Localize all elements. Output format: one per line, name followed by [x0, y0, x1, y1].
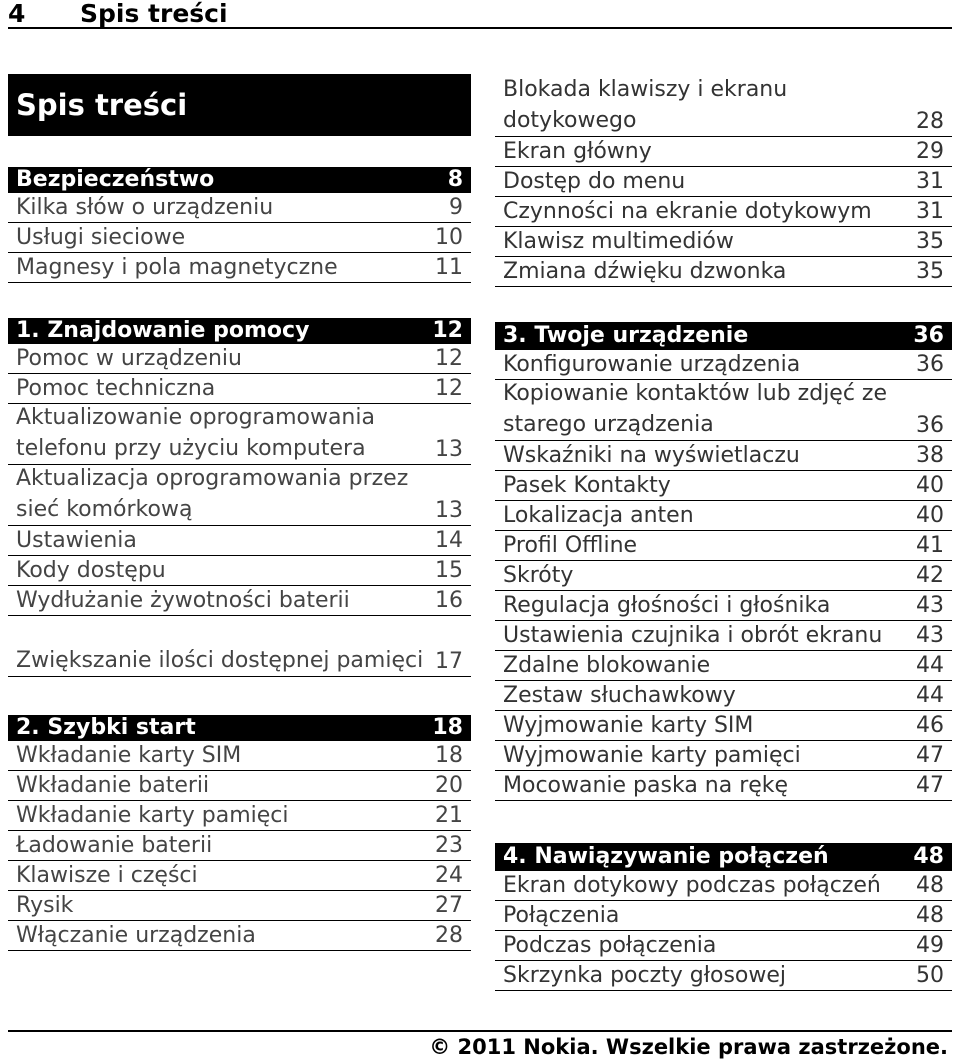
- toc-entry-title: Podczas połączenia: [503, 933, 717, 958]
- toc-entry[interactable]: [8, 193, 471, 223]
- toc-entry-title: Dostęp do menu: [503, 169, 686, 194]
- toc-page-number: 15: [435, 558, 463, 583]
- toc-entry[interactable]: [495, 350, 952, 380]
- toc-entry[interactable]: [8, 374, 471, 404]
- toc-page-number: 23: [435, 833, 463, 858]
- toc-page-number: 40: [916, 473, 944, 498]
- toc-entry-title: Ustawienia: [16, 528, 137, 553]
- toc-entry-title: Regulacja głośności i głośnika: [503, 593, 831, 618]
- toc-section-heading[interactable]: [495, 322, 952, 350]
- toc-page-number: 38: [916, 443, 944, 468]
- toc-section: [8, 318, 471, 677]
- toc-entry-title: Połączenia: [503, 903, 620, 928]
- page-header: [8, 0, 952, 29]
- toc-section-heading[interactable]: [8, 167, 471, 193]
- toc-entry-title: Kilka słów o urządzeniu: [16, 195, 274, 220]
- toc-page-number: 13: [435, 498, 463, 523]
- toc-entry-title: Wskaźniki na wyświetlaczu: [503, 443, 800, 468]
- toc-entry[interactable]: [495, 591, 952, 621]
- toc-section-heading[interactable]: [8, 715, 471, 741]
- toc-entry[interactable]: [8, 344, 471, 374]
- toc-entry[interactable]: [495, 227, 952, 257]
- toc-section-title: 1. Znajdowanie pomocy: [16, 318, 310, 343]
- toc-entry[interactable]: [8, 861, 471, 891]
- toc-page-number: 35: [916, 229, 944, 254]
- toc-entry[interactable]: [495, 771, 952, 801]
- toc-section-title: 4. Nawiązywanie połączeń: [503, 844, 829, 869]
- toc-entry[interactable]: [495, 711, 952, 741]
- toc-page-number: 12: [432, 318, 463, 343]
- toc-entry[interactable]: [495, 871, 952, 901]
- toc-page-number: 21: [435, 803, 463, 828]
- toc-entry-title: Ładowanie baterii: [16, 833, 213, 858]
- toc-entry[interactable]: [495, 741, 952, 771]
- toc-page-number: 48: [916, 903, 944, 928]
- toc-page-number: 12: [435, 376, 463, 401]
- toc-page-number: 13: [435, 437, 463, 462]
- toc-section-title: Bezpieczeństwo: [16, 167, 215, 192]
- toc-page-number: 11: [435, 255, 463, 280]
- toc-entry-title: Włączanie urządzenia: [16, 923, 256, 948]
- toc-page-number: 31: [916, 169, 944, 194]
- toc-page-number: 36: [916, 413, 944, 438]
- toc-page-number: 28: [435, 923, 463, 948]
- toc-page-number: 36: [913, 323, 944, 348]
- toc-title: Spis treści: [8, 74, 471, 136]
- page-header-title: Spis treści: [80, 0, 228, 28]
- toc-section: [495, 322, 952, 801]
- toc-section-heading[interactable]: [8, 318, 471, 344]
- toc-entry[interactable]: [495, 681, 952, 711]
- toc-entry[interactable]: [495, 471, 952, 501]
- toc-page-number: 29: [916, 139, 944, 164]
- toc-page-number: 28: [916, 109, 944, 134]
- toc-entry[interactable]: [495, 901, 952, 931]
- toc-page-number: 27: [435, 893, 463, 918]
- toc-entry[interactable]: [8, 404, 471, 465]
- toc-page-number: 36: [916, 352, 944, 377]
- toc-entry-title: Lokalizacja anten: [503, 503, 694, 528]
- toc-page-number: 20: [435, 773, 463, 798]
- toc-section: [495, 76, 952, 287]
- toc-page-number: 49: [916, 933, 944, 958]
- toc-page-number: 42: [916, 563, 944, 588]
- toc-page-number: 9: [449, 195, 463, 220]
- toc-entry-title: Ekran główny: [503, 139, 652, 164]
- toc-entry[interactable]: [8, 921, 471, 951]
- toc-page-number: 50: [916, 963, 944, 988]
- toc-entry-title: Wyjmowanie karty pamięci: [503, 743, 801, 768]
- toc-entry-title: Mocowanie paska na rękę: [503, 773, 789, 798]
- toc-entry-title: Zmiana dźwięku dzwonka: [503, 259, 787, 284]
- toc-entry[interactable]: [8, 831, 471, 861]
- toc-entry[interactable]: [495, 501, 952, 531]
- toc-entry-title: Magnesy i pola magnetyczne: [16, 255, 338, 280]
- toc-page-number: 41: [916, 533, 944, 558]
- toc-entry-title: Pasek Kontakty: [503, 473, 671, 498]
- toc-entry-title: Klawisze i części: [16, 863, 198, 888]
- toc-entry[interactable]: [8, 801, 471, 831]
- toc-entry-title: Skrzynka poczty głosowej: [503, 963, 787, 988]
- toc-entry[interactable]: [495, 441, 952, 471]
- toc-entry[interactable]: [495, 76, 952, 137]
- toc-section: [495, 843, 952, 991]
- toc-section: [8, 167, 471, 283]
- toc-entry-title: Blokada klawiszy i ekranu dotykowego: [503, 77, 788, 133]
- toc-entry-title: Klawisz multimediów: [503, 229, 734, 254]
- toc-section-title: 2. Szybki start: [16, 715, 196, 740]
- toc-entry[interactable]: [495, 961, 952, 991]
- toc-page-number: 24: [435, 863, 463, 888]
- toc-entry[interactable]: [495, 137, 952, 167]
- toc-page-number: 44: [916, 683, 944, 708]
- toc-entry[interactable]: [495, 197, 952, 227]
- toc-page-number: 8: [447, 167, 463, 192]
- toc-page-number: 48: [916, 873, 944, 898]
- toc-page-number: 17: [435, 649, 463, 674]
- toc-entry[interactable]: [495, 561, 952, 591]
- toc-page-number: 46: [916, 713, 944, 738]
- toc-entry-title: Kopiowanie kontaktów lub zdjęć ze starego urządzenia: [503, 381, 888, 437]
- toc-page-number: 16: [435, 588, 463, 613]
- copyright-footer: © 2011 Nokia. Wszelkie prawa zastrzeżone.: [8, 1030, 952, 1062]
- toc-entry-title: Wkładanie karty pamięci: [16, 803, 289, 828]
- toc-page-number: 18: [432, 715, 463, 740]
- toc-entry-title: Wkładanie karty SIM: [16, 743, 242, 768]
- toc-page-number: 18: [435, 743, 463, 768]
- toc-entry[interactable]: [495, 167, 952, 197]
- toc-entry-title: Zdalne blokowanie: [503, 653, 711, 678]
- toc-entry[interactable]: [8, 556, 471, 586]
- toc-entry[interactable]: [8, 616, 471, 677]
- toc-entry-title: Profil Offline: [503, 533, 638, 558]
- toc-page-number: 43: [916, 623, 944, 648]
- toc-entry-title: Kody dostępu: [16, 558, 166, 583]
- toc-entry-title: Aktualizacja oprogramowania przez sieć komórkową: [16, 466, 409, 522]
- toc-page-number: 31: [916, 199, 944, 224]
- toc-entry[interactable]: [495, 621, 952, 651]
- toc-entry[interactable]: [8, 253, 471, 283]
- toc-entry[interactable]: [8, 741, 471, 771]
- toc-entry-title: Aktualizowanie oprogramowania telefonu przy użyciu komputera: [16, 405, 375, 461]
- toc-entry-title: Rysik: [16, 893, 74, 918]
- toc-page-number: 47: [916, 773, 944, 798]
- toc-section: [8, 715, 471, 951]
- toc-entry-title: Wydłużanie żywotności baterii: [16, 588, 350, 613]
- toc-entry[interactable]: [8, 465, 471, 526]
- toc-page-number: 47: [916, 743, 944, 768]
- toc-entry-title: Skróty: [503, 563, 574, 588]
- toc-entry-title: Zestaw słuchawkowy: [503, 683, 736, 708]
- toc-page-number: 40: [916, 503, 944, 528]
- toc-page-number: 14: [435, 528, 463, 553]
- toc-entry-title: Pomoc techniczna: [16, 376, 216, 401]
- toc-entry-title: Wyjmowanie karty SIM: [503, 713, 754, 738]
- toc-page-number: 35: [916, 259, 944, 284]
- page-number: 4: [8, 0, 26, 28]
- toc-page-number: 43: [916, 593, 944, 618]
- toc-entry-title: Czynności na ekranie dotykowym: [503, 199, 872, 224]
- toc-entry-title: Zwiększanie ilości dostępnej pamięci: [16, 648, 424, 673]
- toc-page-number: 10: [435, 225, 463, 250]
- toc-entry-title: Ekran dotykowy podczas połączeń: [503, 873, 881, 898]
- toc-entry-title: Ustawienia czujnika i obrót ekranu: [503, 623, 883, 648]
- toc-entry[interactable]: [495, 531, 952, 561]
- toc-entry[interactable]: [495, 380, 952, 441]
- toc-page-number: 44: [916, 653, 944, 678]
- toc-entry[interactable]: [8, 526, 471, 556]
- toc-entry[interactable]: [8, 586, 471, 616]
- toc-entry-title: Konfigurowanie urządzenia: [503, 352, 801, 377]
- toc-section-title: 3. Twoje urządzenie: [503, 323, 749, 348]
- toc-entry[interactable]: [8, 771, 471, 801]
- toc-entry-title: Wkładanie baterii: [16, 773, 210, 798]
- toc-entry[interactable]: [495, 931, 952, 961]
- toc-entry[interactable]: [495, 651, 952, 681]
- toc-entry-title: Usługi sieciowe: [16, 225, 186, 250]
- toc-entry[interactable]: [495, 257, 952, 287]
- toc-entry-title: Pomoc w urządzeniu: [16, 346, 242, 371]
- toc-entry[interactable]: [8, 223, 471, 253]
- toc-page-number: 48: [913, 844, 944, 869]
- toc-section-heading[interactable]: [495, 843, 952, 871]
- toc-entry[interactable]: [8, 891, 471, 921]
- toc-page-number: 12: [435, 346, 463, 371]
